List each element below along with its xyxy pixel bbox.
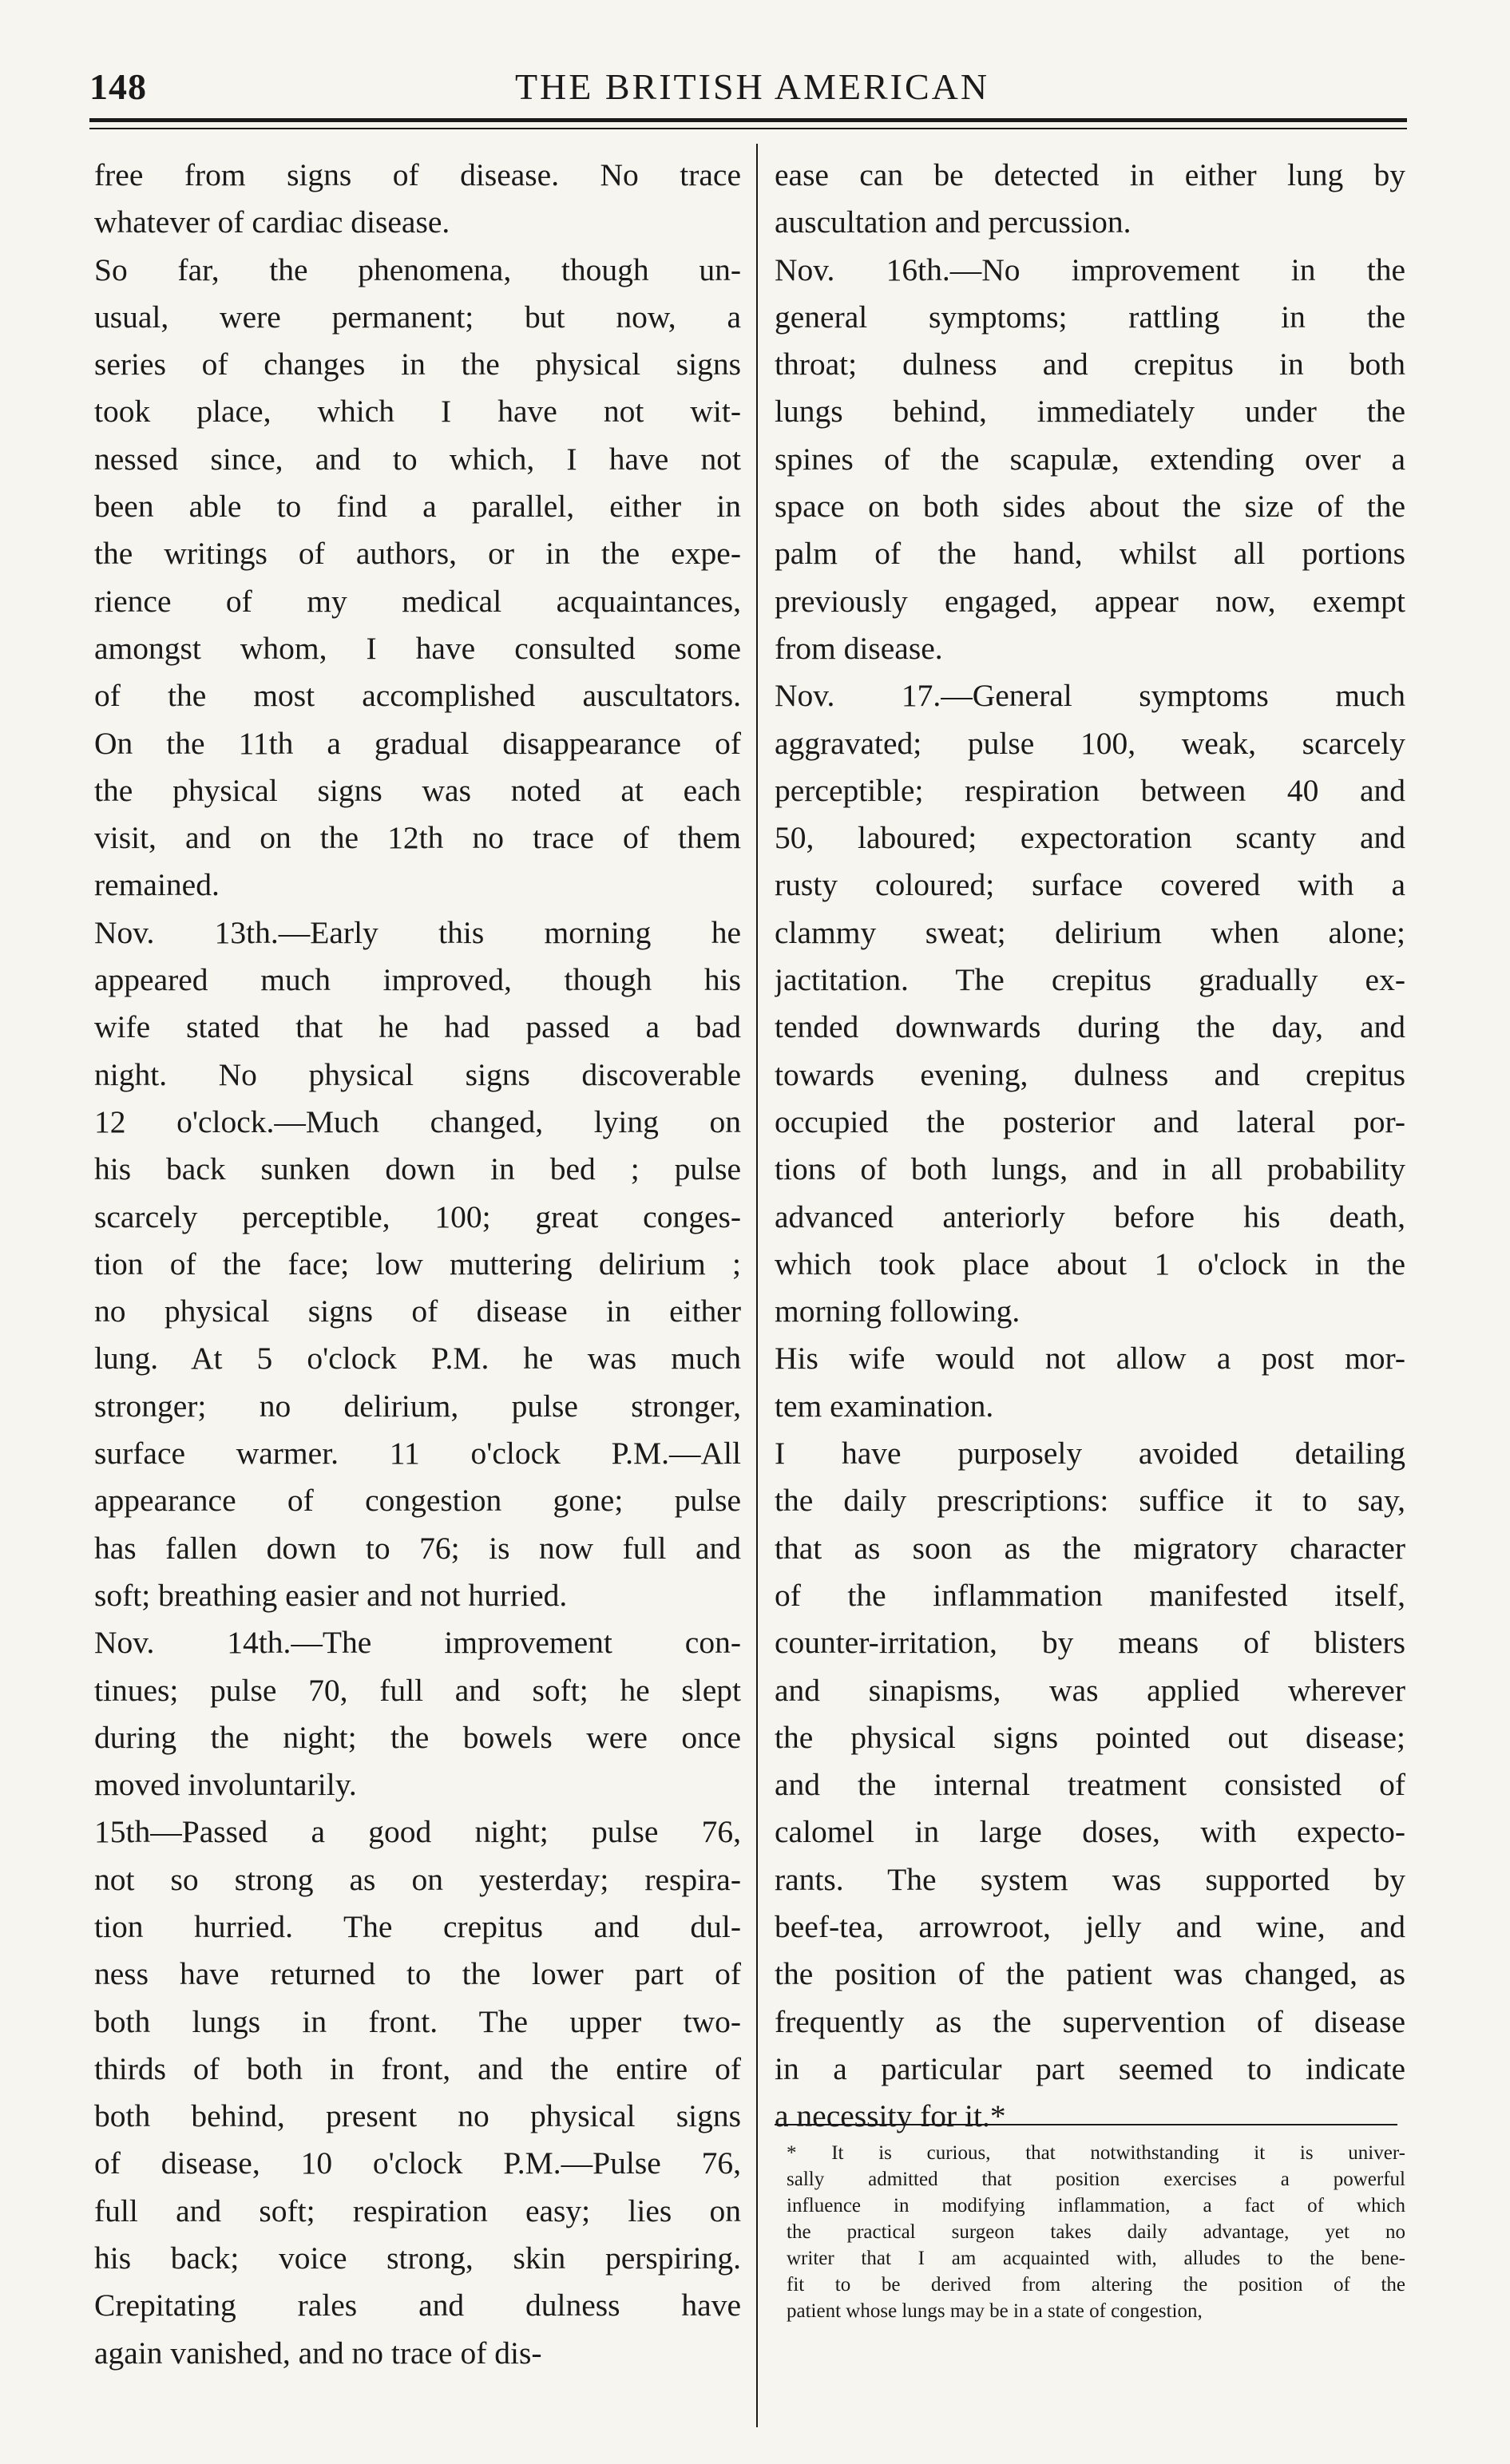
text-line: that as soon as the migratory character [775, 1530, 1405, 1566]
text-line: appeared much improved, though his [94, 962, 741, 998]
text-line: remained. [94, 867, 220, 903]
text-line: advanced anteriorly before his death, [775, 1198, 1405, 1234]
footnote-rule [775, 2124, 1397, 2125]
text-line: beef-tea, arrowroot, jelly and wine, and [775, 1908, 1405, 1944]
text-line: 50, laboured; expectoration scanty and [775, 820, 1405, 856]
page-header [89, 65, 1415, 113]
text-line: perceptible; respiration between 40 and [775, 772, 1405, 808]
text-line: Nov. 16th.—No improvement in the [775, 252, 1405, 287]
column-divider [756, 144, 758, 2427]
text-line: took place, which I have not wit- [94, 394, 741, 430]
text-line: counter-irritation, by means of blisters [775, 1625, 1405, 1661]
text-line: tinues; pulse 70, full and soft; he slept [94, 1672, 741, 1708]
text-line: throat; dulness and crepitus in both [775, 347, 1405, 382]
text-line: Nov. 17.—General symptoms much [775, 678, 1405, 714]
text-line: rience of my medical acquaintances, [94, 583, 741, 619]
text-line: 12 o'clock.—Much changed, lying on [94, 1103, 741, 1139]
text-line: lungs behind, immediately under the [775, 394, 1405, 430]
text-line: visit, and on the 12th no trace of them [94, 820, 741, 856]
left-column [94, 152, 741, 2377]
text-line: ness have returned to the lower part of [94, 1956, 741, 1992]
text-line: of the most accomplished auscultators. [94, 678, 741, 714]
text-line: Crepitating rales and dulness have [94, 2288, 741, 2323]
text-line: night. No physical signs discoverable [94, 1056, 741, 1092]
text-line: morning following. [775, 1293, 1021, 1329]
text-line: thirds of both in front, and the entire of [94, 2050, 741, 2086]
text-line: lung. At 5 o'clock P.M. he was much [94, 1341, 741, 1377]
text-line: his back sunken down in bed ; pulse [94, 1151, 741, 1187]
text-line: and sinapisms, was applied wherever [775, 1672, 1405, 1708]
text-line: rusty coloured; surface covered with a [775, 867, 1405, 903]
text-line: 15th—Passed a good night; pulse 76, [94, 1814, 741, 1850]
text-line: Nov. 13th.—Early this morning he [94, 914, 741, 950]
text-line: both lungs in front. The upper two- [94, 2003, 741, 2039]
text-line: his back; voice strong, skin perspiring. [94, 2240, 741, 2276]
text-line: tended downwards during the day, and [775, 1009, 1405, 1045]
text-line: free from signs of disease. No trace [94, 157, 741, 192]
text-line: frequently as the supervention of disease [775, 2003, 1405, 2039]
text-line: tem examination. [775, 1388, 994, 1424]
text-line: in a particular part seemed to indicate [775, 2050, 1405, 2086]
text-line: the position of the patient was changed, as [775, 1956, 1405, 1992]
text-line: soft; breathing easier and not hurried. [94, 1577, 568, 1613]
text-line: tion hurried. The crepitus and dul- [94, 1908, 741, 1944]
text-line: which took place about 1 o'clock in the [775, 1246, 1405, 1282]
text-line: wife stated that he had passed a bad [94, 1009, 741, 1045]
text-line: occupied the posterior and lateral por- [775, 1103, 1405, 1139]
text-line: appearance of congestion gone; pulse [94, 1483, 741, 1519]
text-line: again vanished, and no trace of dis- [94, 2335, 542, 2371]
text-line: clammy sweat; delirium when alone; [775, 914, 1405, 950]
footnote-block [787, 2140, 1405, 2324]
text-line: general symptoms; rattling in the [775, 299, 1405, 335]
text-line: stronger; no delirium, pulse stronger, [94, 1388, 741, 1424]
text-line: tion of the face; low muttering delirium ; [94, 1246, 741, 1282]
text-line: a necessity for it.* [775, 2098, 1006, 2134]
text-line: His wife would not allow a post mor- [775, 1341, 1405, 1377]
text-line: influence in modifying inflammation, a fact of which [787, 2195, 1405, 2216]
text-line: ease can be detected in either lung by [775, 157, 1405, 192]
text-line: moved involuntarily. [94, 1767, 357, 1803]
text-line: rants. The system was supported by [775, 1861, 1405, 1897]
text-line: space on both sides about the size of the [775, 489, 1405, 525]
header-rule-thin [89, 128, 1407, 129]
text-line: spines of the scapulæ, extending over a [775, 441, 1405, 477]
text-line: and the internal treatment consisted of [775, 1767, 1405, 1803]
text-line: of the inflammation manifested itself, [775, 1577, 1405, 1613]
text-line: So far, the phenomena, though un- [94, 252, 741, 287]
text-line: auscultation and percussion. [775, 204, 1132, 240]
text-line: I have purposely avoided detailing [775, 1436, 1405, 1472]
running-head: THE BRITISH AMERICAN [514, 66, 990, 107]
text-line: tions of both lungs, and in all probability [775, 1151, 1405, 1187]
text-line: sally admitted that position exercises a powerful [787, 2169, 1405, 2190]
text-line: been able to find a parallel, either in [94, 489, 741, 525]
text-line: not so strong as on yesterday; respira- [94, 1861, 741, 1897]
text-line: the physical signs pointed out disease; [775, 1719, 1405, 1755]
text-line: has fallen down to 76; is now full and [94, 1530, 741, 1566]
text-line: series of changes in the physical signs [94, 347, 741, 382]
text-line: palm of the hand, whilst all portions [775, 536, 1405, 572]
text-line: the practical surgeon takes daily advantage, yet no [787, 2221, 1405, 2243]
text-line: calomel in large doses, with expecto- [775, 1814, 1405, 1850]
text-line: whatever of cardiac disease. [94, 204, 450, 240]
text-line: patient whose lungs may be in a state of congestion, [787, 2300, 1203, 2322]
text-line: from disease. [775, 630, 943, 666]
text-line: scarcely perceptible, 100; great conges- [94, 1198, 741, 1234]
text-line: of disease, 10 o'clock P.M.—Pulse 76, [94, 2145, 741, 2181]
text-line: * It is curious, that notwithstanding it is univer- [787, 2142, 1405, 2164]
text-line: towards evening, dulness and crepitus [775, 1056, 1405, 1092]
text-line: no physical signs of disease in either [94, 1293, 741, 1329]
text-line: usual, were permanent; but now, a [94, 299, 741, 335]
text-line: previously engaged, appear now, exempt [775, 583, 1405, 619]
text-line: full and soft; respiration easy; lies on [94, 2193, 741, 2228]
text-line: the daily prescriptions: suffice it to say, [775, 1483, 1405, 1519]
text-line: jactitation. The crepitus gradually ex- [775, 962, 1405, 998]
text-line: the physical signs was noted at each [94, 772, 741, 808]
text-line: the writings of authors, or in the expe- [94, 536, 741, 572]
page-number: 148 [89, 66, 147, 107]
text-line: aggravated; pulse 100, weak, scarcely [775, 725, 1405, 761]
text-line: during the night; the bowels were once [94, 1719, 741, 1755]
text-line: amongst whom, I have consulted some [94, 630, 741, 666]
text-line: fit to be derived from altering the position of the [787, 2274, 1405, 2296]
text-line: surface warmer. 11 o'clock P.M.—All [94, 1436, 741, 1472]
text-line: both behind, present no physical signs [94, 2098, 741, 2134]
text-line: Nov. 14th.—The improvement con- [94, 1625, 741, 1661]
header-rule-thick [89, 118, 1407, 122]
right-column [775, 152, 1405, 2140]
text-line: On the 11th a gradual disappearance of [94, 725, 741, 761]
text-line: writer that I am acquainted with, alludes to the bene- [787, 2248, 1405, 2269]
text-line: nessed since, and to which, I have not [94, 441, 741, 477]
